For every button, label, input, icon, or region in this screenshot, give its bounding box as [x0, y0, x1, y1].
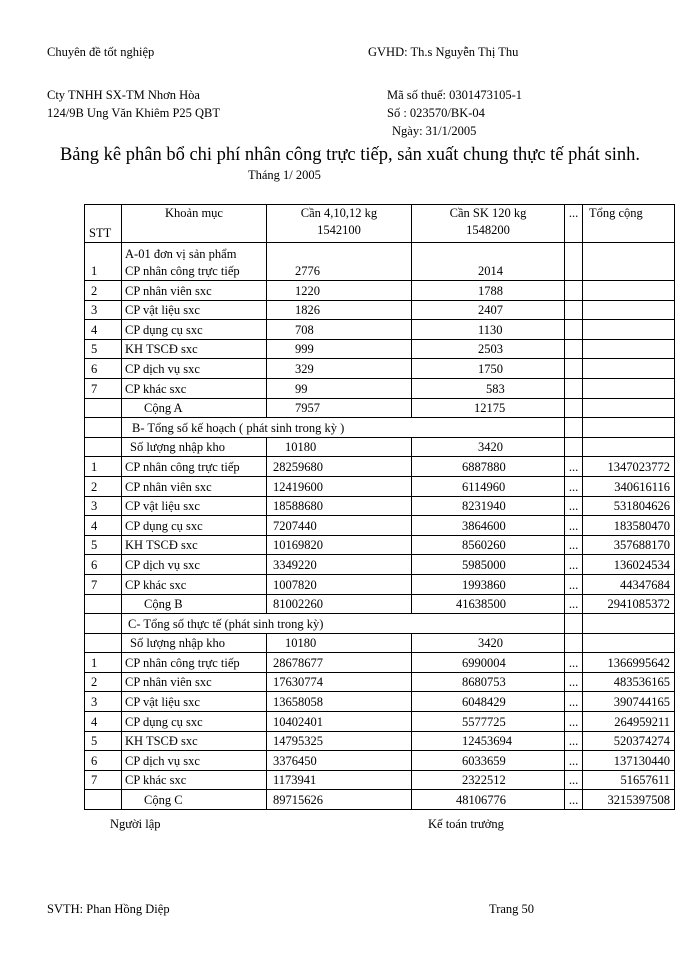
section-b-row-3 [85, 496, 675, 516]
document-date: Ngày: 31/1/2005 [392, 124, 477, 138]
total-cell [583, 243, 675, 281]
cost-allocation-table [84, 204, 675, 810]
total-cell [583, 614, 675, 634]
col1-cell: 10402401 [267, 712, 412, 732]
col1-cell: 1173941 [267, 770, 412, 790]
section-a-title: A-01 đơn vị sản phẩm [125, 247, 237, 261]
col2-cell: 2322512 [412, 770, 565, 790]
section-a-row-5 [85, 339, 675, 359]
section-c-title: C- Tổng số thực tế (phát sinh trong kỳ) [122, 614, 565, 634]
header-col2-code: 1548200 [466, 223, 510, 237]
col1-cell: 13658058 [267, 692, 412, 712]
total-cell [583, 378, 675, 398]
total-cell: 183580470 [583, 516, 675, 536]
stt-cell: 2 [85, 281, 122, 301]
total-cell: 3215397508 [583, 790, 675, 810]
col1-cell: 1007820 [267, 574, 412, 594]
stt-cell [85, 594, 122, 614]
stt-cell: 2 [85, 476, 122, 496]
stt-cell: 6 [85, 751, 122, 771]
item-cell: CP vật liệu sxc [122, 300, 267, 320]
col2-cell: 3864600 [412, 516, 565, 536]
col1-cell: 10180 [267, 633, 412, 653]
header-thesis-label: Chuyên đề tốt nghiệp [47, 45, 155, 59]
stt-cell: 1 [85, 243, 122, 281]
dots-cell: ... [565, 496, 583, 516]
dots-cell [565, 418, 583, 438]
section-b-sum-row [85, 594, 675, 614]
col2-cell: 6048429 [412, 692, 565, 712]
sum-label: Cộng C [122, 790, 267, 810]
col1-cell: 28259680 [267, 457, 412, 477]
section-a-row-3 [85, 300, 675, 320]
total-cell [583, 359, 675, 379]
total-cell: 357688170 [583, 535, 675, 555]
sum-label: Cộng A [122, 398, 267, 418]
company-name: Cty TNHH SX-TM Nhơn Hòa [47, 88, 200, 102]
col1-cell: 99 [267, 378, 412, 398]
item-cell: KH TSCĐ sxc [122, 339, 267, 359]
total-cell [583, 300, 675, 320]
col2-cell: 48106776 [412, 790, 565, 810]
stt-cell: 7 [85, 770, 122, 790]
stt-cell: 1 [85, 653, 122, 673]
col2-cell: 2407 [412, 300, 565, 320]
stt-cell: 5 [85, 535, 122, 555]
dots-cell: ... [565, 574, 583, 594]
total-cell: 1347023772 [583, 457, 675, 477]
col1-cell: 10169820 [267, 535, 412, 555]
company-address: 124/9B Ung Văn Khiêm P25 QBT [47, 106, 221, 120]
col1-cell: 1826 [267, 300, 412, 320]
stt-cell: 1 [85, 457, 122, 477]
total-cell [583, 418, 675, 438]
col1-cell: 28678677 [267, 653, 412, 673]
total-cell: 51657611 [583, 770, 675, 790]
section-c-row-1 [85, 653, 675, 673]
stt-cell [85, 418, 122, 438]
item-cell: CP dịch vụ sxc [122, 359, 267, 379]
total-cell: 136024534 [583, 555, 675, 575]
dots-cell: ... [565, 770, 583, 790]
dots-cell: ... [565, 751, 583, 771]
dots-cell: ... [565, 653, 583, 673]
total-cell [583, 281, 675, 301]
total-cell: 264959211 [583, 712, 675, 732]
qty-label: Số lượng nhập kho [122, 633, 267, 653]
section-c-row-2 [85, 672, 675, 692]
dots-cell: ... [565, 712, 583, 732]
dots-cell: ... [565, 790, 583, 810]
section-a-row-4 [85, 320, 675, 340]
col2-cell: 1750 [412, 359, 565, 379]
item-cell: CP dụng cụ sxc [122, 320, 267, 340]
stt-cell: 3 [85, 692, 122, 712]
document-period: Tháng 1/ 2005 [248, 168, 321, 182]
item-cell: CP nhân công trực tiếp [122, 653, 267, 673]
header-col1-code: 1542100 [317, 223, 361, 237]
item-cell: CP khác sxc [122, 770, 267, 790]
stt-cell: 6 [85, 359, 122, 379]
item-cell: CP khác sxc [122, 378, 267, 398]
section-a-row-7 [85, 378, 675, 398]
stt-cell: 4 [85, 320, 122, 340]
total-cell [583, 398, 675, 418]
col1-cell: 999 [267, 339, 412, 359]
col2-cell: 5985000 [412, 555, 565, 575]
dots-cell [565, 437, 583, 457]
stt-cell: 4 [85, 712, 122, 732]
col2-cell: 12175 [412, 398, 565, 418]
col2-cell: 41638500 [412, 594, 565, 614]
section-c-row-4 [85, 712, 675, 732]
document-number: Số : 023570/BK-04 [387, 106, 485, 120]
header-total: Tổng cộng [583, 205, 675, 243]
dots-cell [565, 243, 583, 281]
header-advisor: GVHD: Th.s Nguyễn Thị Thu [368, 45, 519, 59]
section-c-sum-row [85, 790, 675, 810]
dots-cell [565, 359, 583, 379]
sum-label: Cộng B [122, 594, 267, 614]
total-cell: 340616116 [583, 476, 675, 496]
dots-cell: ... [565, 692, 583, 712]
dots-cell: ... [565, 516, 583, 536]
stt-cell [85, 790, 122, 810]
total-cell: 44347684 [583, 574, 675, 594]
col1-cell: 12419600 [267, 476, 412, 496]
item-cell: CP dịch vụ sxc [122, 751, 267, 771]
col2-cell: 6990004 [412, 653, 565, 673]
stt-cell: 5 [85, 731, 122, 751]
footer-student: SVTH: Phan Hồng Diệp [47, 902, 170, 916]
section-b-row-5 [85, 535, 675, 555]
col1-cell: 89715626 [267, 790, 412, 810]
col1-cell: 2776 [267, 243, 412, 281]
section-b-title: B- Tổng số kế hoạch ( phát sinh trong kỳ ) [122, 418, 565, 438]
col1-cell: 329 [267, 359, 412, 379]
col2-cell: 2503 [412, 339, 565, 359]
col2-cell: 2014 [412, 243, 565, 281]
col1-cell: 7957 [267, 398, 412, 418]
section-b-row-2 [85, 476, 675, 496]
total-cell [583, 633, 675, 653]
dots-cell: ... [565, 555, 583, 575]
section-c-row-7 [85, 770, 675, 790]
footer-page-number: Trang 50 [489, 902, 535, 916]
table-header-row [85, 205, 675, 243]
col2-cell: 6114960 [412, 476, 565, 496]
col2-cell: 8231940 [412, 496, 565, 516]
stt-cell: 7 [85, 378, 122, 398]
col1-cell: 7207440 [267, 516, 412, 536]
stt-cell: 3 [85, 300, 122, 320]
dots-cell [565, 281, 583, 301]
header-col2-name: Cần SK 120 kg [449, 206, 527, 220]
section-b-row-7 [85, 574, 675, 594]
total-cell [583, 339, 675, 359]
section-c-row-5 [85, 731, 675, 751]
stt-cell [85, 398, 122, 418]
stt-cell: 2 [85, 672, 122, 692]
item-cell: CP nhân công trực tiếp [122, 457, 267, 477]
stt-cell: 7 [85, 574, 122, 594]
col2-cell: 8680753 [412, 672, 565, 692]
dots-cell [565, 398, 583, 418]
header-col1 [267, 205, 412, 243]
item-cell: CP dịch vụ sxc [122, 555, 267, 575]
section-a-row-6 [85, 359, 675, 379]
section-a-sum-row [85, 398, 675, 418]
dots-cell [565, 320, 583, 340]
total-cell: 390744165 [583, 692, 675, 712]
total-cell: 531804626 [583, 496, 675, 516]
dots-cell [565, 339, 583, 359]
item-cell: KH TSCĐ sxc [122, 731, 267, 751]
section-b-qty-row [85, 437, 675, 457]
signer-preparer: Người lập [110, 817, 161, 831]
total-cell: 483536165 [583, 672, 675, 692]
col1-cell: 1220 [267, 281, 412, 301]
dots-cell: ... [565, 457, 583, 477]
col2-cell: 3420 [412, 437, 565, 457]
dots-cell [565, 300, 583, 320]
item-cell: CP dụng cụ sxc [122, 712, 267, 732]
dots-cell: ... [565, 731, 583, 751]
dots-cell: ... [565, 672, 583, 692]
header-dots: ... [565, 205, 583, 243]
col1-cell: 3349220 [267, 555, 412, 575]
item-cell [122, 243, 267, 281]
col1-cell: 708 [267, 320, 412, 340]
dots-cell: ... [565, 594, 583, 614]
section-b-row-4 [85, 516, 675, 536]
header-col1-name: Cần 4,10,12 kg [300, 206, 378, 220]
item-label: CP nhân công trực tiếp [125, 264, 240, 278]
item-cell: CP khác sxc [122, 574, 267, 594]
item-cell: CP vật liệu sxc [122, 496, 267, 516]
section-c-qty-row [85, 633, 675, 653]
col1-cell: 14795325 [267, 731, 412, 751]
item-cell: CP nhân viên sxc [122, 672, 267, 692]
qty-label: Số lượng nhập kho [122, 437, 267, 457]
col2-cell: 1788 [412, 281, 565, 301]
col2-cell: 6033659 [412, 751, 565, 771]
total-cell: 137130440 [583, 751, 675, 771]
section-b-title-row [85, 418, 675, 438]
total-cell: 1366995642 [583, 653, 675, 673]
item-cell: KH TSCĐ sxc [122, 535, 267, 555]
document-title: Bảng kê phân bổ chi phí nhân công trực tiếp, sản xuất chung thực tế phát sinh. [59, 145, 641, 165]
total-cell: 520374274 [583, 731, 675, 751]
stt-cell [85, 437, 122, 457]
col2-cell: 583 [412, 378, 565, 398]
header-stt: STT [85, 205, 122, 243]
total-cell: 2941085372 [583, 594, 675, 614]
stt-cell: 5 [85, 339, 122, 359]
item-cell: CP vật liệu sxc [122, 692, 267, 712]
section-a-row-2 [85, 281, 675, 301]
item-cell: CP nhân viên sxc [122, 281, 267, 301]
col1-cell: 10180 [267, 437, 412, 457]
dots-cell: ... [565, 476, 583, 496]
section-a-row-1 [85, 243, 675, 281]
stt-cell [85, 633, 122, 653]
dots-cell [565, 378, 583, 398]
stt-cell: 3 [85, 496, 122, 516]
item-cell: CP dụng cụ sxc [122, 516, 267, 536]
dots-cell [565, 633, 583, 653]
col1-cell: 18588680 [267, 496, 412, 516]
section-b-row-6 [85, 555, 675, 575]
signer-chief-accountant: Kế toán trưởng [428, 817, 504, 831]
header-item: Khoản mục [122, 205, 267, 243]
total-cell [583, 437, 675, 457]
col2-cell: 5577725 [412, 712, 565, 732]
col2-cell: 6887880 [412, 457, 565, 477]
tax-code: Mã số thuế: 0301473105-1 [387, 88, 523, 102]
col2-cell: 8560260 [412, 535, 565, 555]
col1-cell: 17630774 [267, 672, 412, 692]
section-c-row-6 [85, 751, 675, 771]
col2-cell: 12453694 [412, 731, 565, 751]
dots-cell [565, 614, 583, 634]
col1-cell: 3376450 [267, 751, 412, 771]
dots-cell: ... [565, 535, 583, 555]
col2-cell: 1993860 [412, 574, 565, 594]
section-c-row-3 [85, 692, 675, 712]
item-cell: CP nhân viên sxc [122, 476, 267, 496]
total-cell [583, 320, 675, 340]
stt-cell [85, 614, 122, 634]
col2-cell: 1130 [412, 320, 565, 340]
stt-cell: 4 [85, 516, 122, 536]
section-b-row-1 [85, 457, 675, 477]
col1-cell: 81002260 [267, 594, 412, 614]
col2-cell: 3420 [412, 633, 565, 653]
stt-cell: 6 [85, 555, 122, 575]
section-c-title-row [85, 614, 675, 634]
header-col2 [412, 205, 565, 243]
